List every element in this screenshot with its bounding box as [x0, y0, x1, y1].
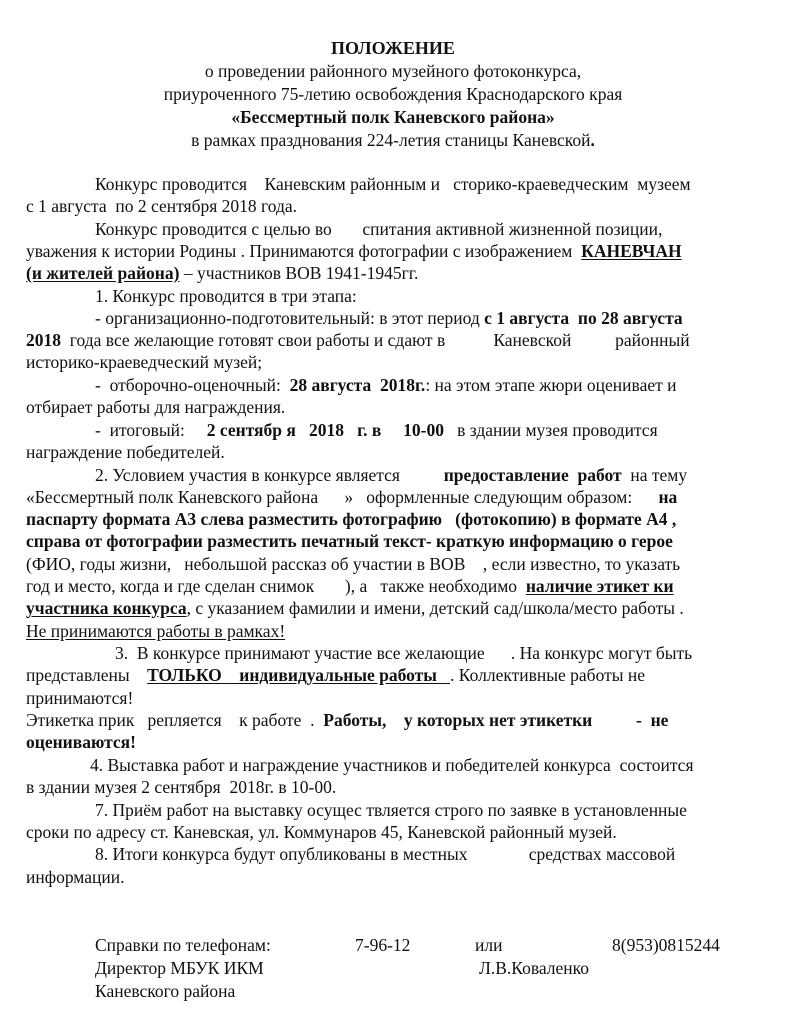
stage-1-name: - организационно-подготовительный: в этот период [95, 308, 485, 328]
intro-p2-line-3-text: – участников ВОВ 1941-1945гг. [179, 263, 419, 283]
stage-2-line-2: отбирает работы для награждения. [26, 397, 286, 417]
subtitle-line-2: приуроченного 75-летию освобождения Краснодарского края [163, 84, 623, 104]
section-2-line-6-text: год и место, когда и где сделан снимок ), а также необходимо [26, 576, 526, 596]
section-2-line-7 [26, 597, 684, 619]
section-7-line-2: сроки по адресу ст. Каневская, ул. Коммунаров 45, Каневской районный музей. [26, 822, 617, 842]
intro-p1-line-2: с 1 августа по 2 сентября 2018 года. [26, 196, 298, 216]
no-label-warning: Работы, у которых нет этикетки - не [323, 710, 669, 730]
section-2-line-4: справа от фотографии разместить печатный текст- краткую информацию о герое [26, 531, 673, 551]
intro-p2-line-3 [26, 262, 418, 284]
label-requirement-highlight: наличие этикет ки [525, 576, 674, 596]
stage-2-text: : на этом этапе жюри оценивает и [425, 375, 677, 395]
section-3-line-1: 3. В конкурсе принимают участие все желающие . На конкурс могут быть [115, 643, 693, 663]
subtitle-line-4-dot: . [590, 130, 595, 150]
section-2-line-5: (ФИО, годы жизни, небольшой рассказ об участии в ВОВ , если известно, то указать [26, 554, 681, 574]
subtitle-line-4 [0, 129, 786, 151]
stage-2-date: 28 августа 2018г. [289, 375, 426, 395]
section-4-line-1: 4. Выставка работ и награждение участников и победителей конкурса состоится [90, 755, 694, 775]
section-2-text-a: 2. Условием участия в конкурсе является [95, 465, 444, 485]
section-2-line-7-text: , с указанием фамилии и имени, детский сад/школа/место работы . [186, 598, 684, 618]
intro-p1-line-1: Конкурс проводится Каневским районным и сторико-краеведческим музеем [95, 174, 691, 194]
subtitle-line-4-text: в рамках празднования 224-летия станицы Каневской [191, 130, 591, 150]
intro-p2-line-2 [26, 240, 682, 262]
section-3-line-2-text-a: представлены [26, 665, 148, 685]
stage-3-text: в здании музея проводится [443, 420, 658, 440]
section-8-line-1: 8. Итоги конкурса будут опубликованы в местных средствах массовой [95, 844, 676, 864]
district-name: Каневского района [95, 981, 236, 1001]
section-4-line-2: в здании музея 2 сентября 2018г. в 10-00. [26, 777, 337, 797]
phone-2: 8(953)0815244 [612, 935, 720, 955]
section-7-line-1: 7. Приём работ на выставку осущес твляется строго по заявке в установленные [95, 800, 687, 820]
kanevchan-highlight: КАНЕВЧАН [581, 241, 682, 261]
section-1-heading: 1. Конкурс проводится в три этапа: [95, 286, 357, 306]
residents-highlight: (и жителей района) [26, 263, 180, 283]
stage-3-date: 2 сентябр я 2018 г. в 10-00 [206, 420, 444, 440]
section-3-line-5: оцениваются! [26, 732, 136, 752]
stage-1-text: года все желающие готовят свои работы и сдают в Каневской районный [61, 330, 690, 350]
director-title: Директор МБУК ИКМ [95, 958, 264, 978]
director-name: Л.В.Коваленко [479, 958, 590, 978]
stage-1-line-3: историко-краеведческий музей; [26, 352, 263, 372]
section-2-line-1 [95, 464, 687, 486]
phone-1: 7-96-12 [355, 935, 411, 955]
stage-2-line-1 [95, 374, 677, 396]
section-2-line-2 [26, 486, 677, 508]
stage-1-line-1 [95, 307, 683, 329]
stage-3-line-1 [95, 419, 658, 441]
intro-p2-line-2-text: уважения к истории Родины . Принимаются фотографии с изображением [26, 241, 582, 261]
section-3-line-3: принимаются! [26, 688, 134, 708]
stage-1-line-2 [26, 329, 690, 351]
section-2-line-6 [26, 575, 674, 597]
stage-2-name: - отборочно-оценочный: [95, 375, 290, 395]
intro-p2-line-1: Конкурс проводится с целью во спитания активной жизненной позиции, [95, 219, 663, 239]
section-3-line-4 [26, 709, 668, 731]
subtitle-line-1: о проведении районного музейного фотоконкурса, [204, 61, 582, 81]
label-attach-text: Этикетка прик репляется к работе . [26, 710, 324, 730]
section-8-line-2: информации. [26, 867, 125, 887]
phone-or: или [475, 935, 503, 955]
section-2-na: на [658, 487, 678, 507]
section-2-line-3: паспарту формата А3 слева разместить фотографию (фотокопию) в формате А4 , [26, 509, 677, 529]
stage-1-year: 2018 [26, 330, 61, 350]
section-2-topic: «Бессмертный полк Каневского района » оформленные следующим образом: [26, 487, 659, 507]
submission-highlight: предоставление работ [443, 465, 622, 485]
section-2-text-b: на тему [621, 465, 688, 485]
document-title: ПОЛОЖЕНИЕ [331, 38, 455, 58]
stage-1-dates: с 1 августа по 28 августа [484, 308, 683, 328]
frames-not-accepted-note: Не принимаются работы в рамках! [26, 621, 286, 641]
contest-name: «Бессмертный полк Каневского района» [231, 107, 555, 127]
stage-3-name: - итоговый: [95, 420, 207, 440]
section-3-line-2-text-b: . Коллективные работы не [450, 665, 646, 685]
section-3-line-2 [26, 664, 645, 686]
stage-3-line-2: награждение победителей. [26, 442, 225, 462]
contacts-label: Справки по телефонам: [95, 935, 271, 955]
participant-highlight: участника конкурса [26, 598, 187, 618]
individual-works-highlight: ТОЛЬКО индивидуальные работы [147, 665, 451, 685]
